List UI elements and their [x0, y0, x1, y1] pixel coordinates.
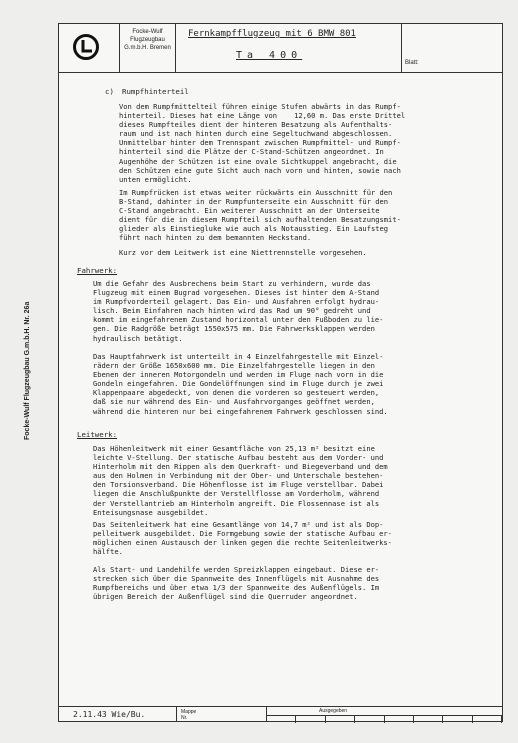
- paragraph-rumpf-2: Im Rumpfrücken ist etwas weiter rückwärts ein Ausschnitt für den B-Stand, dahinter in der Rumpfunterseite ein Ausschnitt für den C-Stand angebracht. Ein weiterer Ausschnitt an der Unterseite dient für die in diesem Rumpfteil sich aufhaltenden Besatzungsmit- glieder als Einstiegluke wie auch als Notausstieg. Ein Laufsteg führt nach hinten zu dem bemannten Heckstand.: [119, 188, 401, 243]
- paragraph-fahrwerk-2: Das Hauptfahrwerk ist unterteilt in 4 Einzelfahrgestelle mit Einzel- rädern der Größe 1650x600 mm. Die Einzelfahrgestelle liegen in den Ebenen der inneren Motorgondeln und werden im Fluge nach vorn in die Gondeln eingefahren. Die Gondelöffnungen sind im Fluge durch je zwei Klappenpaare abgedeckt, von denen die vorderen so gesteuert werden, daß sie nur während des Ein- und Ausfahrvorganges geöffnet werden, während die hinteren nur bei eingefahrenem Fahrwerk geschlossen sind.: [93, 352, 388, 416]
- section-title: Rumpfhinterteil: [122, 87, 189, 96]
- paragraph-rumpf-3: Kurz vor dem Leitwerk ist eine Niettrennstelle vorgesehen.: [119, 248, 367, 257]
- company-cell: [120, 24, 176, 72]
- paragraph-leitwerk-2: Das Seitenleitwerk hat eine Gesamtlänge von 14,7 m² und ist als Dop- pelleitwerk ausgebildet. Die Formgebung sowie der statische Aufbau er- möglichen einen Austausch der linken gegen die rechte Seitenleitwerks- hälfte.: [93, 520, 392, 557]
- footer-block: [59, 706, 502, 722]
- heading-leitwerk: Leitwerk:: [77, 430, 118, 439]
- footer-grid: [267, 715, 502, 723]
- side-archive-label: Focke-Wulf Flugzeugbau G.m.b.H. Nr. 26a: [24, 301, 31, 440]
- paragraph-rumpf-1: Von dem Rumpfmittelteil führen einige Stufen abwärts in das Rumpf- hinterteil. Dieses hat eine Länge von 12,60 m. Das erste Drittel dieses Rumpfteiles dient der hinteren Besatzung als Aufenthalts- raum und ist nach hinten durch eine Segeltuchwand abgeschlossen. Unmittelbar hinter dem Trennspant zwischen Rumpfmittel- und Rumpf- hinterteil sind die Plätze der C-Stand-Schützen angeordnet. In Augenhöhe der Schützen ist eine ovale Sichtkuppel angebracht, die den Schützen eine gute Sicht auch nach vorn und hinten, sowie nach unten ermöglicht.: [119, 102, 406, 184]
- section-number: c): [105, 87, 114, 96]
- paragraph-leitwerk-1: Das Höhenleitwerk mit einer Gesamtfläche von 25,13 m² besitzt eine leichte V-Stellung. Der statische Aufbau besteht aus dem Vorder- und Hinterholm mit den Rippen als dem Querkraft- und Biegeverband und dem aus den Holmen in Verbindung mit der Ober- und Unterschale bestehen- den Torsionsverband. Die Höhenflosse ist im Fluge verstellbar. Dabei liegen die Anschlußpunkte der Verstellflosse am Vorderholm, während der Verstellantrieb am Hinterholm angreift. Die Flossennase ist als Enteisungsnase ausgebildet.: [93, 444, 388, 517]
- footer-divider: [176, 707, 177, 722]
- logo-cell: [59, 24, 120, 72]
- subject-cell: [176, 24, 402, 72]
- paragraph-leitwerk-3: Als Start- und Landehilfe werden Spreizklappen eingebaut. Diese er- strecken sich über die Spannweite des Innenflügels mit Ausnahme des Rumpfbereichs und über etwa 1/3 der Spannweite des Außenflügels. Im übrigen Bereich der Außenflügel sind die Querruder angeordnet.: [93, 565, 380, 602]
- title-block: [59, 24, 502, 73]
- focke-wulf-logo: [73, 34, 99, 60]
- sheet-label: Blatt:: [405, 60, 419, 66]
- subject-line-1: Fernkampfflugzeug mit 6 BMW 801: [188, 29, 356, 39]
- heading-fahrwerk: Fahrwerk:: [77, 266, 118, 275]
- company-name: Focke-Wulf Flugzeugbau G.m.b.H. Bremen: [124, 29, 171, 51]
- paragraph-fahrwerk-1: Um die Gefahr des Ausbrechens beim Start zu verhindern, wurde das Flugzeug mit einem Bugrad vorgesehen. Dieses ist hinter dem A-Stand im Rumpfvorderteil gelagert. Das Ein- und Ausfahren erfolgt hydrau- lisch. Beim Einfahren nach hinten wird das Rad um 90° gedreht und kommt im eingefahrenem Zustand horizontal unter den Fußboden zu lie- gen. Die Radgröße beträgt 1550x575 mm. Die Fahrwerksklappen werden hydraulisch betätigt.: [93, 279, 384, 343]
- footer-date-author: 2.11.43 Wie/Bu.: [73, 710, 146, 719]
- footer-ausgegeben-label: Ausgegeben: [319, 708, 348, 714]
- document-frame: [58, 23, 503, 722]
- footer-mappe-label: Mappe Nr.: [181, 709, 197, 721]
- subject-line-2: Ta 400: [236, 50, 303, 61]
